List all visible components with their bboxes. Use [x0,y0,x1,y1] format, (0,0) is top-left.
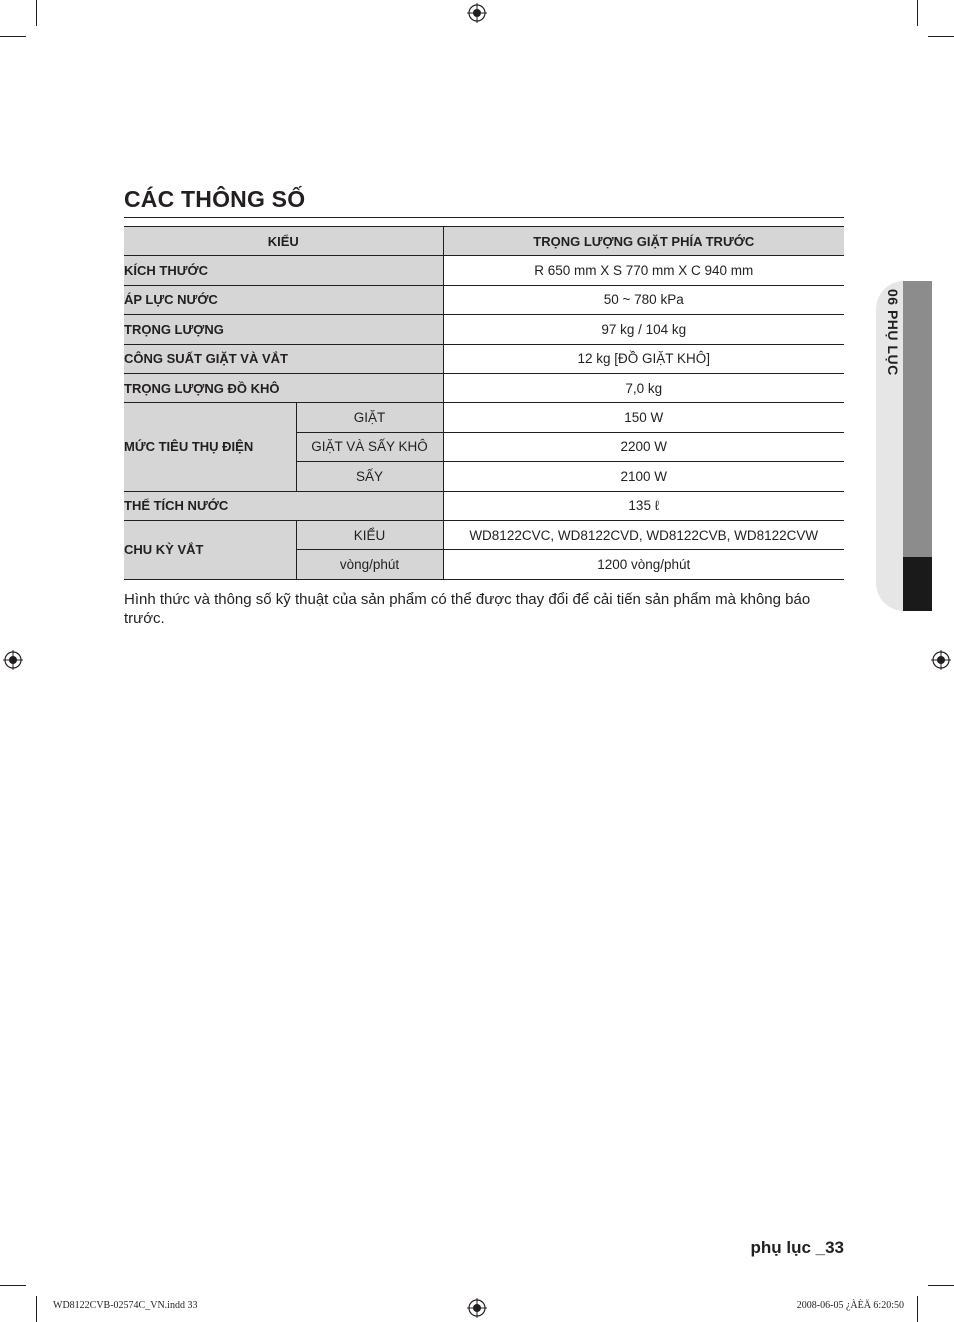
row-label-dry-load-weight: TRỌNG LƯỢNG ĐỒ KHÔ [124,373,443,402]
title-divider [124,217,844,218]
crop-mark [917,0,918,26]
row-label-water-pressure: ÁP LỰC NƯỚC [124,285,443,314]
crop-mark [36,0,37,26]
section-title: CÁC THÔNG SỐ [124,186,306,212]
table-row [124,256,844,285]
side-tab-strip [903,281,932,557]
table-row [124,285,844,314]
row-value-water-pressure: 50 ~ 780 kPa [443,285,844,314]
row-label-power-consumption: MỨC TIÊU THỤ ĐIỆN [124,403,296,491]
header-front-load: TRỌNG LƯỢNG GIẶT PHÍA TRƯỚC [443,227,844,256]
table-row [124,344,844,373]
registration-mark-icon [3,650,23,670]
sub-label-wash: GIẶT [296,403,443,432]
crop-mark [928,36,954,37]
row-value-wash-power: 150 W [443,403,844,432]
crop-mark [0,1285,26,1286]
chapter-label: 06 PHỤ LỤC [885,289,901,376]
print-slug-file: WD8122CVB-02574C_VN.indd 33 [53,1300,198,1311]
row-label-water-volume: THỂ TÍCH NƯỚC [124,491,443,520]
registration-mark-icon [467,3,487,23]
row-value-wash-dry-power: 2200 W [443,432,844,461]
row-label-weight: TRỌNG LƯỢNG [124,315,443,344]
table-header-row [124,227,844,256]
row-value-wash-spin-capacity: 12 kg [ĐỒ GIẶT KHÔ] [443,344,844,373]
table-row [124,403,844,432]
side-tab-marker [903,557,932,611]
table-row [124,373,844,402]
registration-mark-icon [931,650,951,670]
crop-mark [0,36,26,37]
row-value-dry-load-weight: 7,0 kg [443,373,844,402]
specifications-table [124,226,844,580]
row-value-models: WD8122CVC, WD8122CVD, WD8122CVB, WD8122CVW [443,520,844,549]
header-model: KIỂU [124,227,443,256]
sub-label-wash-dry: GIẶT VÀ SẤY KHÔ [296,432,443,461]
print-slug-date: 2008-06-05 ¿ÀÈÄ 6:20:50 [796,1300,904,1311]
crop-mark [917,1296,918,1322]
row-value-size: R 650 mm X S 770 mm X C 940 mm [443,256,844,285]
row-value-rpm: 1200 vòng/phút [443,550,844,579]
row-value-weight: 97 kg / 104 kg [443,315,844,344]
page-number: phụ lục _33 [750,1238,844,1257]
row-value-water-volume: 135 ℓ [443,491,844,520]
sub-label-rpm: vòng/phút [296,550,443,579]
row-value-dry-power: 2100 W [443,462,844,491]
row-label-spin-cycle: CHU KỲ VẮT [124,520,296,579]
sub-label-dry: SẤY [296,462,443,491]
table-row [124,520,844,549]
registration-mark-icon [467,1298,487,1318]
disclaimer-note: Hình thức và thông số kỹ thuật của sản phẩm có thể được thay đổi để cải tiến sản phẩm mà không báo trước. [124,591,811,627]
table-row [124,315,844,344]
row-label-size: KÍCH THƯỚC [124,256,443,285]
crop-mark [36,1296,37,1322]
crop-mark [928,1285,954,1286]
table-row [124,491,844,520]
sub-label-model: KIỂU [296,520,443,549]
row-label-wash-spin-capacity: CÔNG SUẤT GIẶT VÀ VẮT [124,344,443,373]
